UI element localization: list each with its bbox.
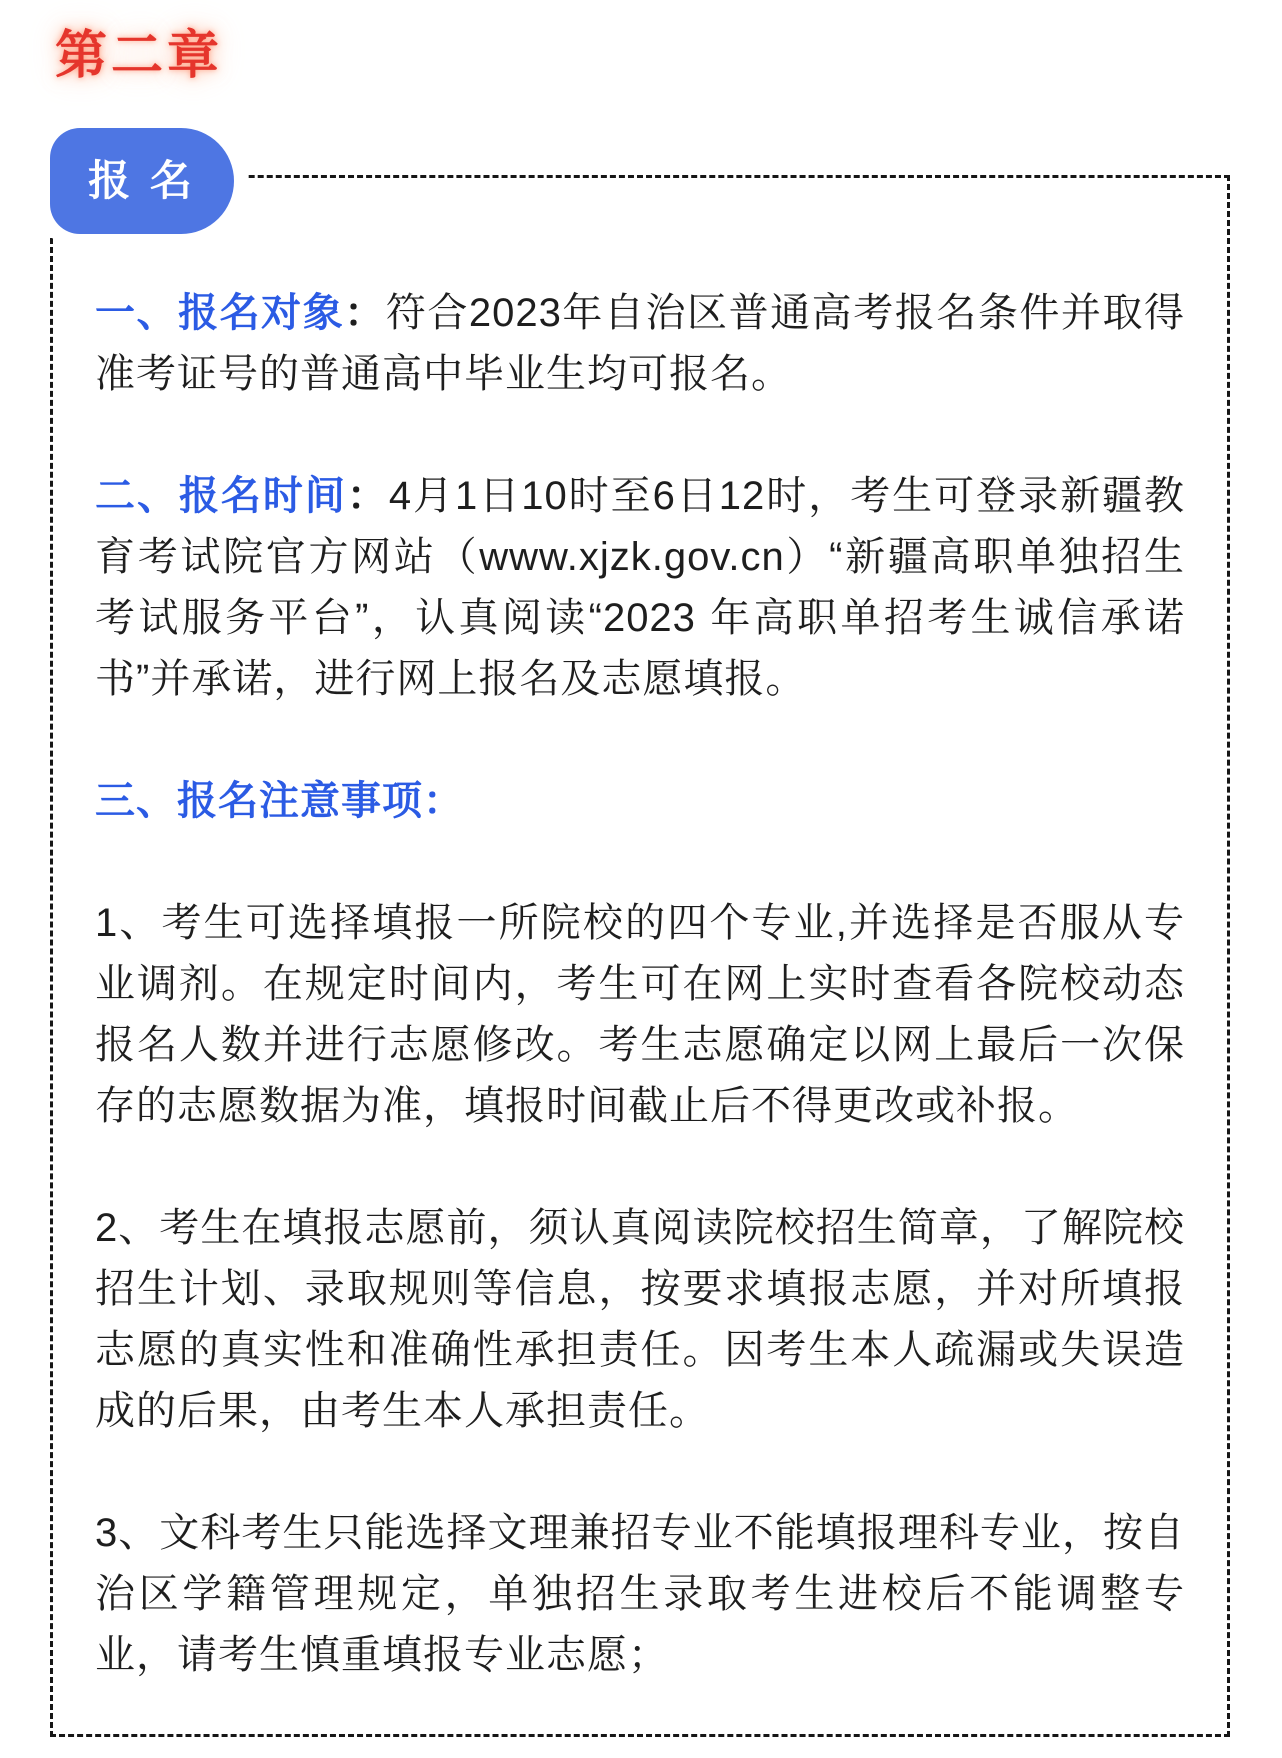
section-2-heading: 二、报名时间 [95,474,347,518]
section-1-colon: ： [344,291,386,335]
chapter-title: 第二章 [55,27,224,85]
note-item-1: 1、考生可选择填报一所院校的四个专业,并选择是否服从专业调剂。在规定时间内，考生可在网上实时查看各院校动态报名人数并进行志愿修改。考生志愿确定以网上最后一次保存的志愿数据为准，填报时间截止后不得更改或补报。 [95,901,1185,1128]
section-2-colon: ： [346,474,389,518]
section-2-body: 4月1日10时至6日12时，考生可登录新疆教育考试院官方网站（www.xjzk.gov.cn）“新疆高职单独招生考试服务平台”，认真阅读“2023 年高职单招考生诚信承诺书”并承诺，进行网上报名及志愿填报。 [95,474,1186,701]
content-box [50,175,1230,1737]
section-1-heading: 一、报名对象 [95,291,345,335]
section-1-body: 符合2023年自治区普通高考报名条件并取得准考证号的普通高中毕业生均可报名。 [95,291,1186,396]
section-3-heading: 三、报名注意事项： [95,779,464,823]
paragraph-registration-target [95,283,1185,405]
note-item-2: 2、考生在填报志愿前，须认真阅读院校招生简章，了解院校招生计划、录取规则等信息，按要求填报志愿，并对所填报志愿的真实性和准确性承担责任。因考生本人疏漏或失误造成的后果，由考生本人承担责任。 [95,1206,1185,1433]
registration-badge [50,128,234,234]
note-item-3: 3、文科考生只能选择文理兼招专业不能填报理科专业，按自治区学籍管理规定，单独招生录取考生进校后不能调整专业，请考生慎重填报专业志愿； [95,1511,1185,1677]
paragraph-registration-time [95,466,1185,710]
badge-label: 报 名 [88,157,196,204]
